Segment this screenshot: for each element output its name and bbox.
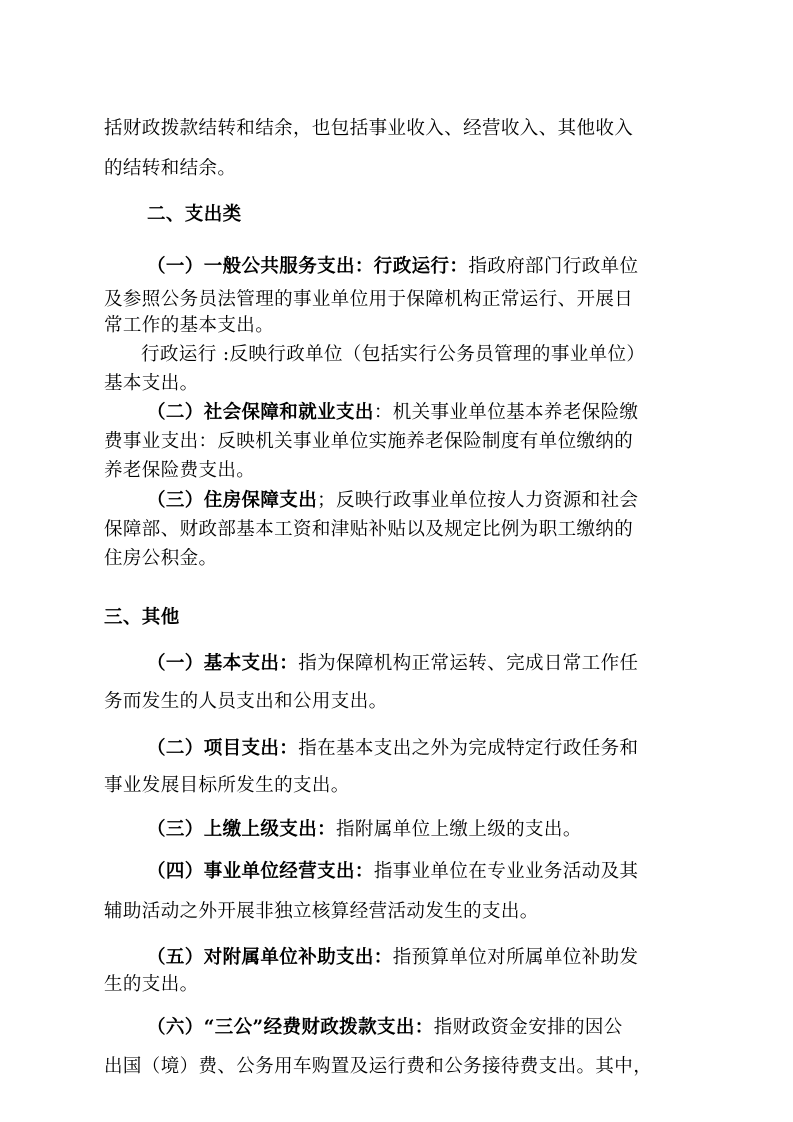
term-label: （四）事业单位经营支出： (147, 861, 374, 882)
text-line: 辅助活动之外开展非独立核算经营活动发生的支出。 (104, 901, 539, 922)
section-heading-other: 三、其他 (104, 607, 180, 628)
text-line: 基本支出。 (104, 373, 199, 394)
term-definition: ；反映行政事业单位按人力资源和社会 (317, 490, 639, 511)
text-line: 养老保险费支出。 (104, 460, 256, 481)
paragraph-basic-expenditure (147, 649, 638, 675)
term-label: （二）社会保障和就业支出 (147, 402, 374, 423)
section-heading-expenditure: 二、支出类 (147, 204, 242, 225)
text-line: 括财政拨款结转和结余，也包括事业收入、经营收入、其他收入 (104, 118, 634, 139)
paragraph-remit-to-superior (147, 815, 582, 841)
text-line: 住房公积金。 (104, 548, 218, 569)
text-line: 常工作的基本支出。 (104, 315, 275, 336)
term-definition: 指财政资金安排的因公 (433, 1017, 623, 1038)
term-label: （三）住房保障支出 (147, 490, 318, 511)
text-line: 生的支出。 (104, 974, 199, 995)
term-definition: 指政府部门行政单位 (468, 256, 639, 277)
term-label: （三）上缴上级支出： (147, 819, 337, 840)
text-line: 的结转和结余。 (104, 158, 237, 179)
term-definition: ：机关事业单位基本养老保险缴 (373, 402, 639, 423)
text-line: 行政运行 :反映行政单位（包括实行公务员管理的事业单位） (141, 344, 646, 365)
term-label: （五）对附属单位补助支出： (147, 947, 393, 968)
paragraph-housing-security (147, 486, 638, 512)
text-line: 务而发生的人员支出和公用支出。 (104, 691, 388, 712)
term-definition: 指附属单位上缴上级的支出。 (336, 819, 582, 840)
paragraph-project-expenditure (147, 734, 638, 760)
term-label: （二）项目支出： (147, 738, 299, 759)
text-line: 费事业支出：反映机关事业单位实施养老保险制度有单位缴纳的 (104, 431, 634, 452)
text-line: 出国（境）费、公务用车购置及运行费和公务接待费支出。其中， (104, 1056, 653, 1077)
term-label: （一）一般公共服务支出：行政运行： (147, 256, 469, 277)
paragraph-general-public-services (147, 252, 638, 278)
paragraph-operating-expenditure (147, 857, 638, 883)
term-definition: 指在基本支出之外为完成特定行政任务和 (298, 738, 639, 759)
text-line: 及参照公务员法管理的事业单位用于保障机构正常运行、开展日 (104, 289, 634, 310)
paragraph-three-public-expenses (147, 1013, 623, 1039)
term-definition: 指预算单位对所属单位补助发 (392, 947, 639, 968)
paragraph-subsidy-to-affiliates (147, 943, 638, 969)
paragraph-social-security (147, 398, 638, 424)
text-line: 保障部、财政部基本工资和津贴补贴以及规定比例为职工缴纳的 (104, 519, 634, 540)
term-definition: 指事业单位在专业业务活动及其 (373, 861, 639, 882)
term-definition: 指为保障机构正常运转、完成日常工作任 (298, 653, 639, 674)
text-line: 事业发展目标所发生的支出。 (104, 775, 350, 796)
term-label: （六）“三公”经费财政拨款支出： (147, 1017, 434, 1038)
term-label: （一）基本支出： (147, 653, 299, 674)
